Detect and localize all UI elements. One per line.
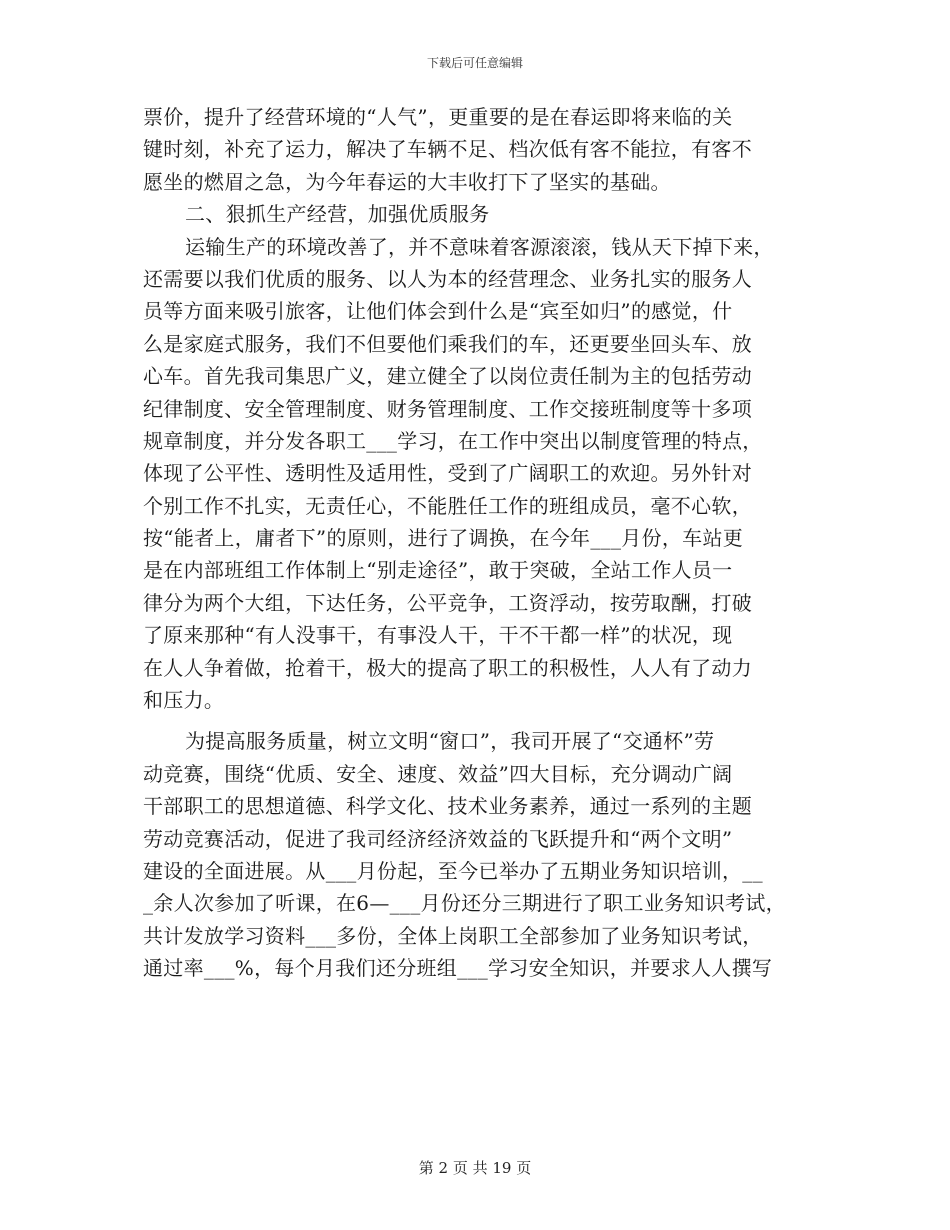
text-line: 了原来那种“有人没事干，有事没人干，干不干都一样”的状况，现 [143,623,733,648]
text-line: 劳动竞赛活动，促进了我司经济经济效益的飞跃提升和“两个文明” [143,826,733,851]
text-line: 愿坐的燃眉之急，为今年春运的大丰收打下了坚实的基础。 [143,169,671,194]
text-line: 票价，提升了经营环境的“人气”，更重要的是在春运即将来临的关 [143,105,733,129]
text-line: 纪律制度、安全管理制度、财务管理制度、工作交接班制度等十多项 [143,396,752,421]
text-line: 建设的全面进展。从___月份起，至今已举办了五期业务知识培训，__ [143,858,763,883]
text-line: 还需要以我们优质的服务、以人为本的经营理念、业务扎实的服务人 [143,266,752,291]
text-line: 个别工作不扎实，无责任心，不能胜任工作的班组成员，毫不心软， [143,493,752,518]
text-line: 动竞赛，围绕“优质、安全、速度、效益”四大目标，充分调动广阔 [143,761,733,786]
text-line: 体现了公平性、透明性及适用性，受到了广阔职工的欢迎。另外针对 [143,461,752,486]
text-line: 键时刻，补充了运力，解决了车辆不足、档次低有客不能拉，有客不 [143,137,752,162]
text-line: 在人人争着做，抢着干，极大的提高了职工的积极性，人人有了动力 [143,655,752,680]
document-body [143,101,833,985]
page-header: 下载后可任意编辑 [426,56,523,70]
text-line: 心车。首先我司集思广义，建立健全了以岗位责任制为主的包括劳动 [143,364,752,389]
text-line: 和压力。 [143,688,225,713]
text-line: 员等方面来吸引旅客，让他们体会到什么是“宾至如归”的感觉，什 [143,299,733,324]
text-line: 运输生产的环境改善了，并不意味着客源滚滚，钱从天下掉下来， [185,234,774,259]
text-line: 律分为两个大组，下达任务，公平竞争，工资浮动，按劳取酬，打破 [143,590,752,615]
text-line: 为提高服务质量，树立文明“窗口”，我司开展了“交通杯”劳 [185,729,715,754]
text-line: 干部职工的思想道德、科学文化、技术业务素养，通过一系列的主题 [143,794,752,819]
text-line: 是在内部班组工作体制上“别走途径”，敢于突破，全站工作人员一 [143,558,733,583]
text-line: 规章制度，并分发各职工___学习，在工作中突出以制度管理的特点， [143,428,763,453]
page-number: 第 2 页 共 19 页 [418,1159,532,1177]
text-line: 按“能者上，庸者下”的原则，进行了调换，在今年___月份，车站更 [143,526,744,551]
text-line: 共计发放学习资料___多份，全体上岗职工全部参加了业务知识考试， [143,923,763,948]
text-line: 么是家庭式服务，我们不但要他们乘我们的车，还更要坐回头车、放 [143,331,752,356]
section-heading: 二、狠抓生产经营，加强优质服务 [185,202,490,227]
text-line: 通过率___%，每个月我们还分班组___学习安全知识，并要求人人撰写 [143,956,773,981]
text-line: _余人次参加了听课，在6—___月份还分三期进行了职工业务知识考试， [143,891,786,916]
